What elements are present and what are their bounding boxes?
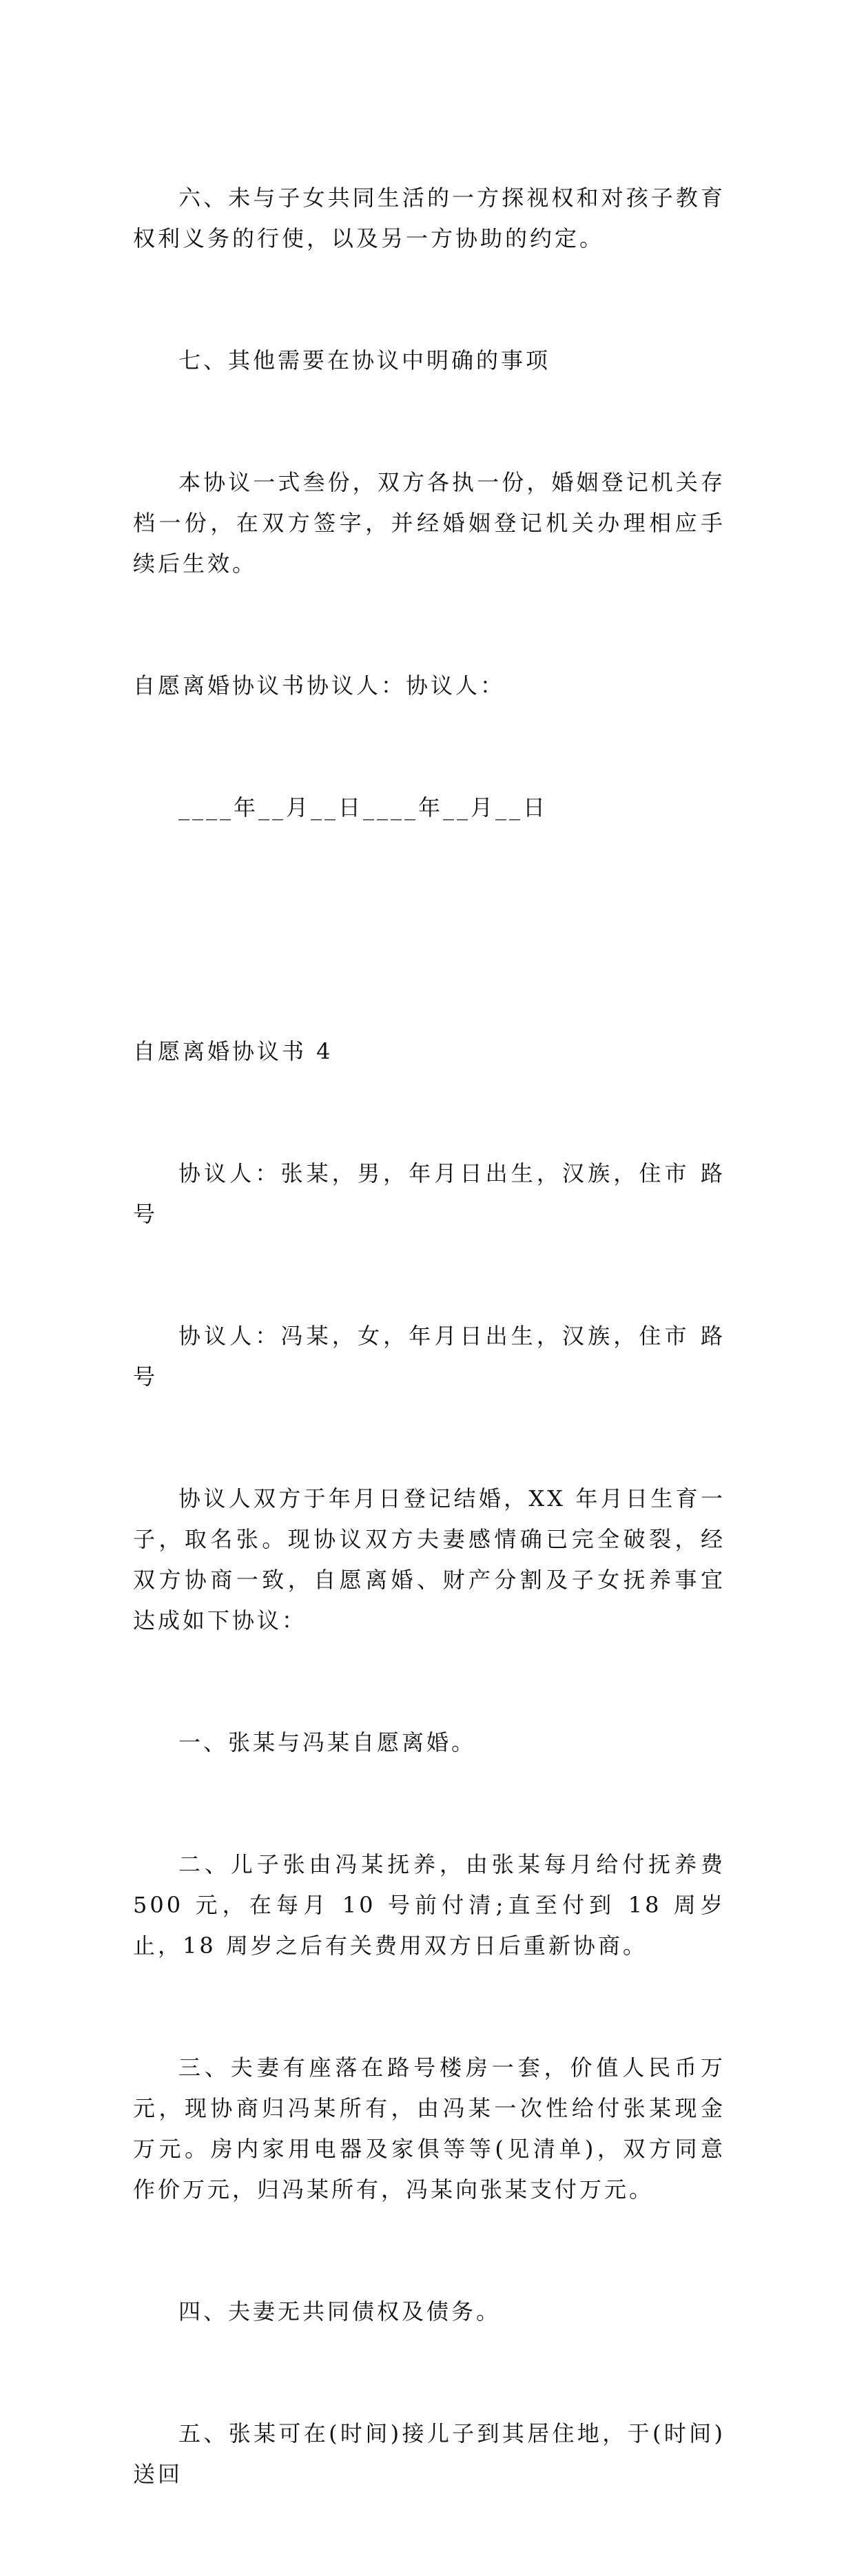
item-three: 三、夫妻有座落在路号楼房一套，价值人民币万元，现协商归冯某所有，由冯某一次性给付张某现金万元。房内家用电器及家俱等等(见清单)，双方同意作价万元，归冯某所有，冯某向张某支付万元。 [133, 2054, 725, 2203]
agreement-title: 自愿离婚协议书 4 [133, 1038, 333, 1064]
party-a: 协议人：张某，男，年月日出生，汉族，住市 路号 [133, 1160, 725, 1227]
clause-six: 六、未与子女共同生活的一方探视权和对孩子教育权利义务的行使，以及另一方协助的约定。 [133, 185, 725, 251]
clause-seven: 七、其他需要在协议中明确的事项 [178, 347, 551, 373]
document-body [133, 96, 736, 2576]
intro-paragraph: 协议人双方于年月日登记结婚，XX 年月日生育一子，取名张。现协议双方夫妻感情确已完全破裂，经双方协商一致，自愿离婚、财产分割及子女抚养事宜达成如下协议： [133, 1485, 725, 1634]
item-five: 五、张某可在(时间)接儿子到其居住地，于(时间)送回 [133, 2420, 725, 2487]
date-line: ____年__月__日____年__月__日 [178, 794, 548, 821]
item-one: 一、张某与冯某自愿离婚。 [178, 1729, 477, 1755]
signature-line: 自愿离婚协议书协议人：协议人： [133, 672, 506, 699]
item-two: 二、儿子张由冯某抚养，由张某每月给付抚养费 500 元，在每月 10 号前付清;直至付到 18 周岁止，18 周岁之后有关费用双方日后重新协商。 [133, 1851, 736, 1959]
item-four: 四、夫妻无共同债权及债务。 [178, 2298, 502, 2325]
party-b: 协议人：冯某，女，年月日出生，汉族，住市 路号 [133, 1323, 725, 1390]
section-gap [133, 909, 725, 950]
copies-clause: 本协议一式叁份，双方各执一份，婚姻登记机关存档一份，在双方签字，并经婚姻登记机关办理相应手续后生效。 [133, 469, 725, 577]
